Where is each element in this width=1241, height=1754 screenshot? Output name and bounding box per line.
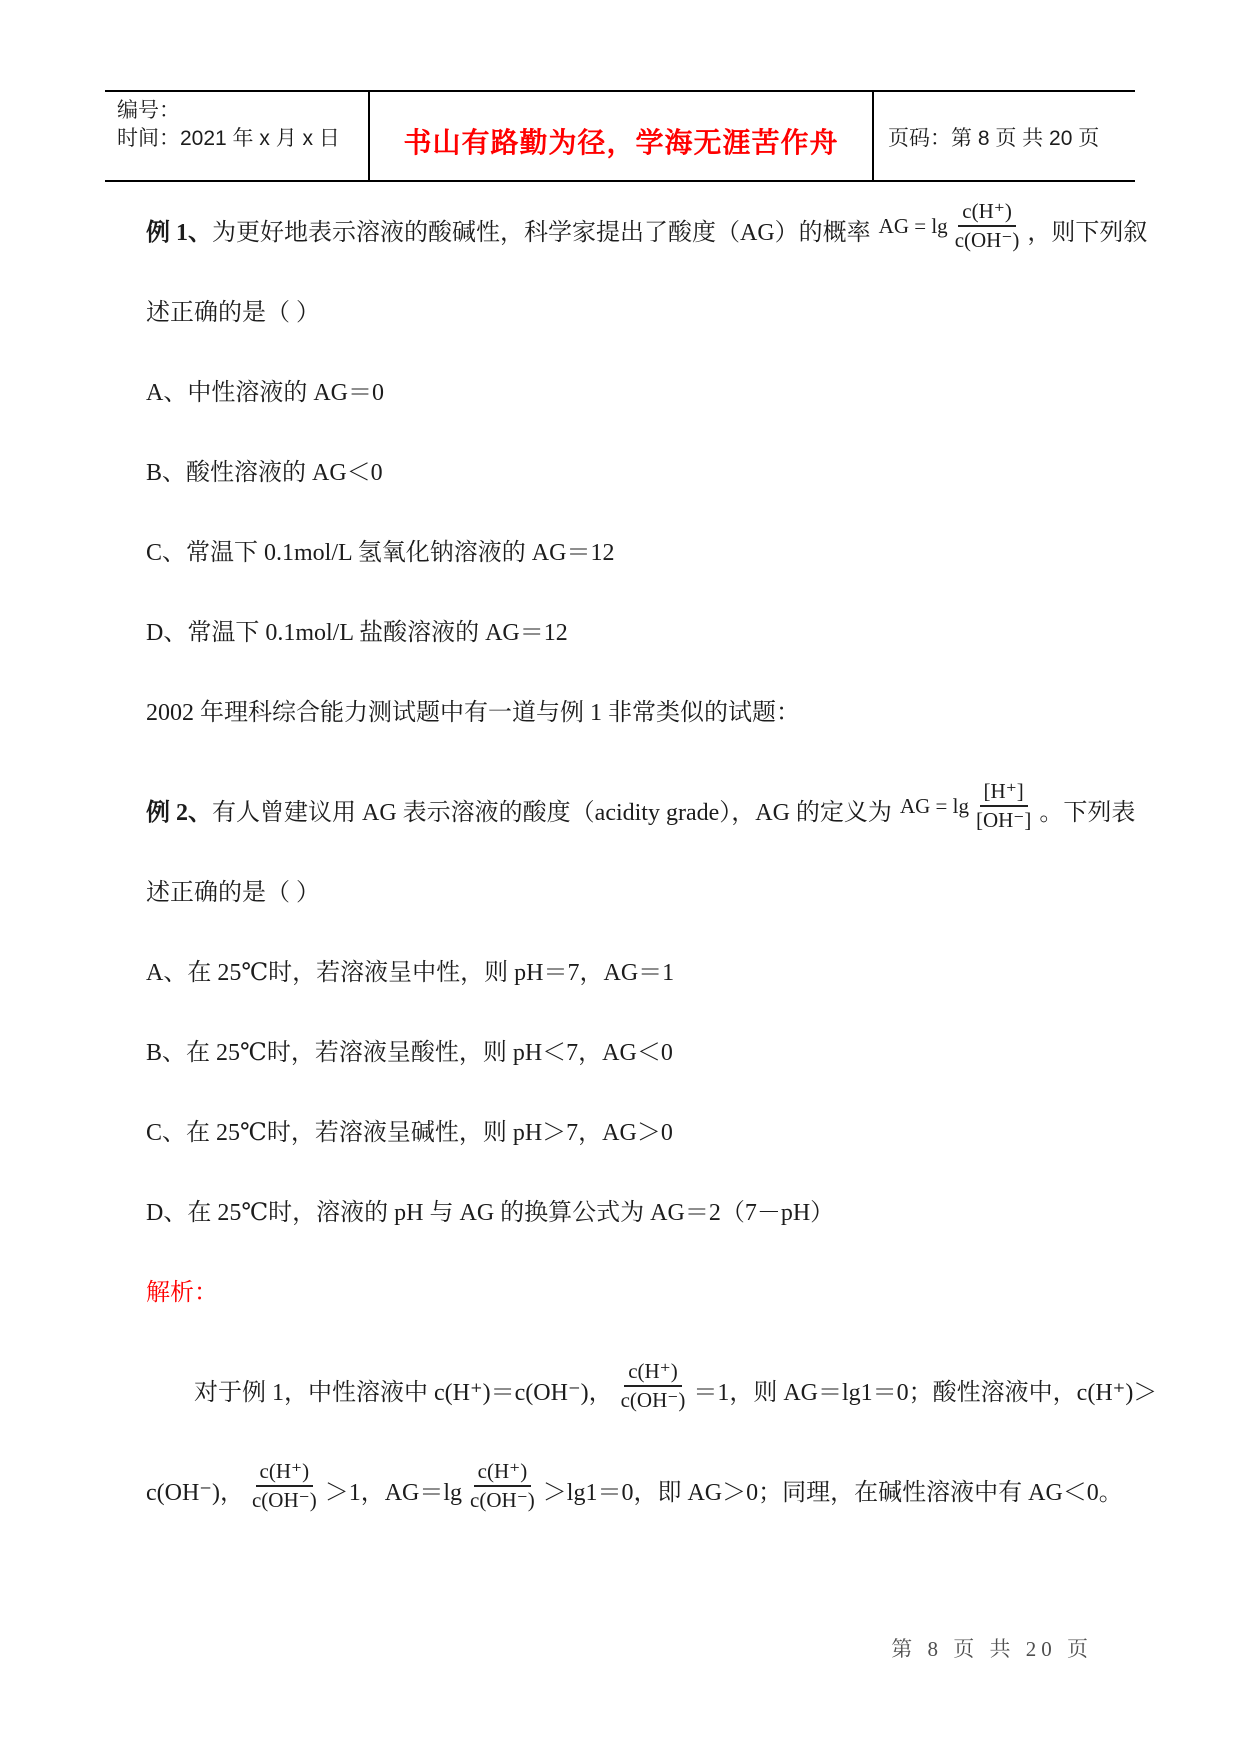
fraction [252,1460,317,1512]
fraction-denominator: c(OH⁻) [251,1488,317,1512]
fraction-numerator: c(H⁺) [256,1460,314,1487]
body-line [146,1359,1158,1412]
body-line [146,380,1136,406]
doc-number-label: 编号： [117,99,180,122]
body-line [146,300,1136,326]
fraction-denominator: c(OH⁻) [620,1388,686,1412]
body-line [146,620,1136,646]
body-line [146,1459,1136,1512]
doc-time-label: 时间：2021 年 x 月 x 日 [117,127,340,150]
fraction-denominator: c(OH⁻) [470,1488,535,1512]
fraction-numerator: c(H⁺) [958,200,1016,227]
fraction-denominator: [OH⁻] [975,808,1032,832]
motto-text: 书山有路勤为径，学海无涯苦作舟 [403,128,839,159]
footer-page-number: 第 8 页 共 20 页 [891,1637,1093,1661]
text-run: 。下列表 [1039,800,1136,826]
analysis-label: 解析： [146,1280,218,1306]
page-number-label: 页码：第 8 页 共 20 页 [888,127,1100,150]
header-cell-page [872,92,1135,180]
body-lines [146,182,1158,1560]
formula-lhs: AG = lg [899,793,969,818]
text-run: C、在 25℃时，若溶液呈碱性，则 pH＞7，AG＞0 [146,1120,673,1146]
text-run: ，则下列叙 [1027,220,1148,246]
text-run: ＞lg1＝0，即 AG＞0；同理，在碱性溶液中有 AG＜0。 [542,1480,1123,1506]
body-line [146,1200,1136,1226]
inline-formula [879,200,1020,252]
body-line [146,540,1136,566]
text-run: ＞1，AG＝lg [324,1480,463,1506]
example-label: 例 1、 [146,220,212,246]
body-line [146,960,1136,986]
header-cell-meta [105,92,368,180]
fraction-denominator: c(OH⁻) [954,228,1020,252]
fraction [621,1360,686,1412]
text-run: ＝1，则 AG＝lg1＝0；酸性溶液中，c(H⁺)＞ [693,1380,1158,1406]
fraction [470,1460,535,1512]
text-run: 2002 年理科综合能力测试题中有一道与例 1 非常类似的试题： [146,700,800,726]
text-run: A、在 25℃时，若溶液呈中性，则 pH＝7，AG＝1 [146,960,675,986]
text-run: C、常温下 0.1mol/L 氢氧化钠溶液的 AG＝12 [146,540,615,566]
body-line [146,460,1136,486]
body-line [146,1120,1136,1146]
text-run: A、中性溶液的 AG＝0 [146,380,384,406]
fraction-numerator: [H⁺] [980,780,1028,807]
text-run: B、酸性溶液的 AG＜0 [146,460,383,486]
fraction-numerator: c(H⁺) [474,1460,532,1487]
body-line [146,1280,1136,1306]
text-run: B、在 25℃时，若溶液呈酸性，则 pH＜7，AG＜0 [146,1040,673,1066]
text-run: 有人曾建议用 AG 表示溶液的酸度（acidity grade），AG 的定义为 [212,800,892,826]
body-line [146,880,1136,906]
fraction [976,780,1031,832]
text-run: D、在 25℃时，溶液的 pH 与 AG 的换算公式为 AG＝2（7－pH） [146,1200,835,1226]
body-line [146,1040,1136,1066]
inline-formula [621,1360,686,1412]
body-line [146,779,1136,832]
text-run: 述正确的是（ ） [146,880,320,906]
fraction-numerator: c(H⁺) [624,1360,682,1387]
text-run: 为更好地表示溶液的酸碱性，科学家提出了酸度（AG）的概率 [212,220,871,246]
header-cell-motto [368,92,872,180]
inline-formula [252,1460,317,1512]
inline-formula [470,1460,535,1512]
header-table [105,90,1135,182]
body-line [146,700,1136,726]
inline-formula [900,780,1031,832]
body-line [146,199,1148,252]
formula-lhs: AG = lg [878,213,948,238]
example-label: 例 2、 [146,800,212,826]
text-run: 对于例 1，中性溶液中 c(H⁺)＝c(OH⁻)， [194,1380,613,1406]
text-run: 述正确的是（ ） [146,300,320,326]
text-run: D、常温下 0.1mol/L 盐酸溶液的 AG＝12 [146,620,568,646]
text-run: c(OH⁻)， [146,1480,244,1506]
fraction [955,200,1020,252]
